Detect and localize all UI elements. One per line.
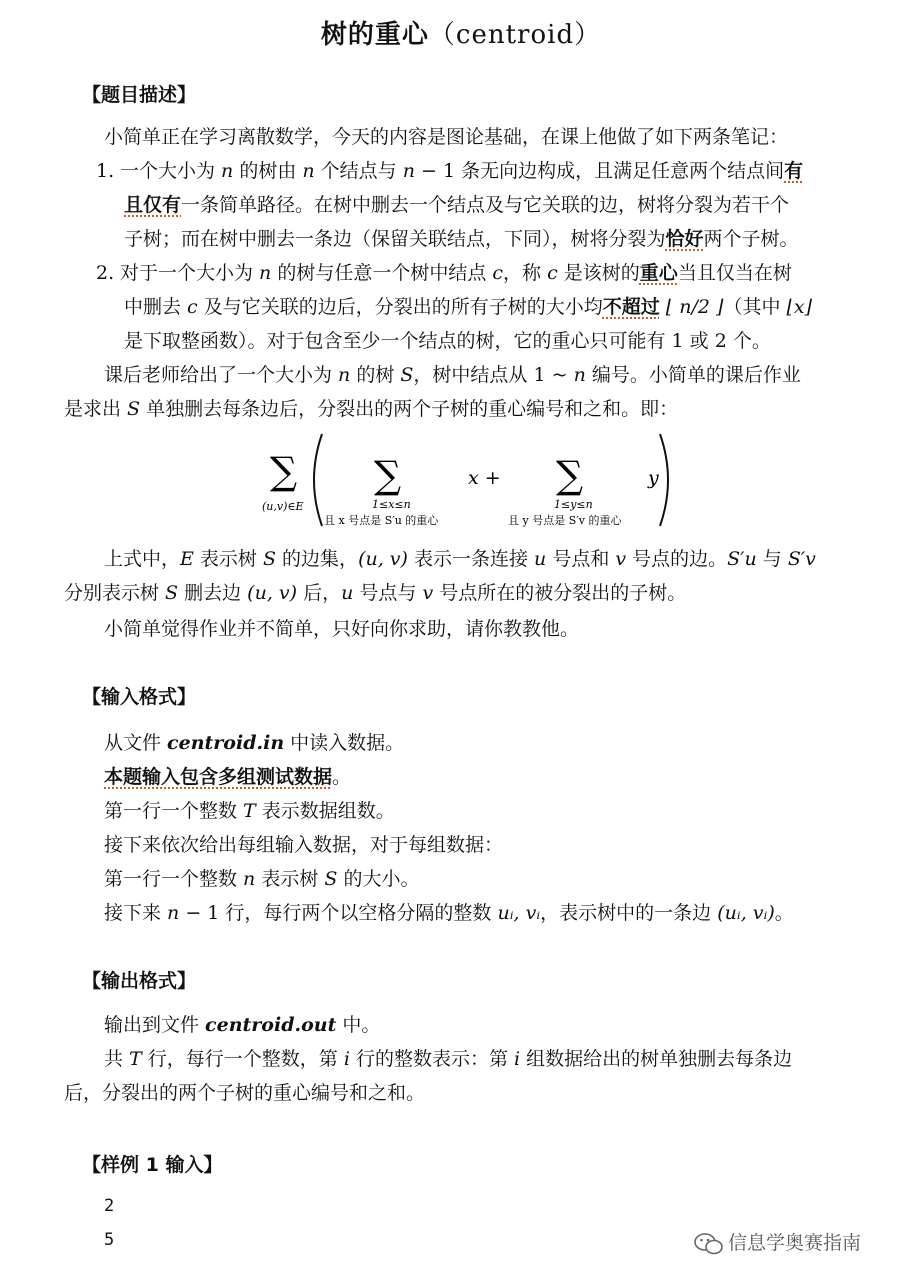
- sample-input-line: 2: [104, 1196, 115, 1216]
- input-line-1: 从文件 centroid.in 中读入数据。: [104, 732, 405, 754]
- output-line-2: 共 T 行，每行一个整数，第 i 行的整数表示：第 i 组数据给出的树单独删去每条边: [104, 1048, 793, 1070]
- input-line-4: 接下来依次给出每组输入数据，对于每组数据：: [104, 834, 504, 856]
- page-title: 树的重心（centroid）: [320, 20, 602, 50]
- inner-sum-1-condition: 且 x 号点是 S′u 的重心: [324, 514, 439, 527]
- section-heading-output: 【输出格式】: [82, 970, 197, 992]
- left-paren: [314, 434, 322, 526]
- note-1-line-1: 1. 一个大小为 n 的树由 n 个结点与 n − 1 条无向边构成，且满足任意两个结点间有: [96, 160, 804, 182]
- output-line-1: 输出到文件 centroid.out 中。: [104, 1014, 381, 1036]
- input-line-6: 接下来 n − 1 行，每行两个以空格分隔的整数 uᵢ, vᵢ，表示树中的一条边 (uᵢ, vᵢ)。: [104, 902, 794, 924]
- note-2-line-3: 是下取整函数）。对于包含至少一个结点的树，它的重心只可能有 1 或 2 个。: [124, 330, 771, 352]
- inner-sum-1-symbol: ∑: [374, 453, 402, 497]
- section-heading-input: 【输入格式】: [82, 686, 197, 708]
- input-line-2: 本题输入包含多组测试数据。: [104, 766, 352, 788]
- inner-sum-1-range: 1≤x≤n: [372, 498, 411, 511]
- note-2-line-1: 2. 对于一个大小为 n 的树与任意一个树中结点 c，称 c 是该树的重心当且仅当在树: [96, 262, 792, 284]
- note-1-line-3: 子树；而在树中删去一条边（保留关联结点，下同），树将分裂为恰好两个子树。: [124, 228, 799, 250]
- sample-input-line: 5: [104, 1230, 115, 1250]
- term-y: y: [648, 467, 659, 489]
- output-filename: centroid.out: [205, 1014, 337, 1036]
- output-line-3: 后，分裂出的两个子树的重心编号和之和。: [64, 1082, 426, 1104]
- input-filename: centroid.in: [167, 732, 285, 754]
- task-line-2: 是求出 S 单独删去每条边后，分裂出的两个子树的重心编号和之和。即：: [64, 398, 679, 420]
- emphasis-text: 恰好: [665, 228, 704, 250]
- input-line-5: 第一行一个整数 n 表示树 S 的大小。: [104, 868, 420, 890]
- watermark: 信息学奥赛指南: [694, 1228, 861, 1256]
- desc-intro: 小简单正在学习离散数学，今天的内容是图论基础，在课上他做了如下两条笔记：: [104, 126, 789, 148]
- outer-sum-subscript: (u,v)∈E: [262, 500, 304, 513]
- emphasis-text: 本题输入包含多组测试数据: [104, 766, 333, 788]
- task-line-1: 课后老师给出了一个大小为 n 的树 S，树中结点从 1 ~ n 编号。小简单的课后作业: [104, 364, 801, 386]
- emphasis-text: 有: [784, 160, 804, 182]
- note-1-line-2: 且仅有一条简单路径。在树中删去一个结点及与它关联的边，树将分裂为若干个: [124, 194, 790, 216]
- right-paren: [660, 434, 668, 526]
- wechat-icon: [694, 1232, 724, 1256]
- outer-sum-symbol: ∑: [270, 449, 298, 493]
- section-heading-description: 【题目描述】: [82, 84, 197, 106]
- formula-explanation-line-2: 分别表示树 S 删去边 (u, v) 后，u 号点与 v 号点所在的被分裂出的子树。: [64, 582, 687, 604]
- help-line: 小简单觉得作业并不简单，只好向你求助，请你教教他。: [104, 618, 580, 640]
- inner-sum-2-symbol: ∑: [556, 453, 584, 497]
- note-2-line-2: 中删去 c 及与它关联的边后，分裂出的所有子树的大小均不超过 ⌊ n/2 ⌋（其中 ⌊x⌋: [124, 296, 813, 318]
- input-line-3: 第一行一个整数 T 表示数据组数。: [104, 800, 395, 822]
- summation-formula: [258, 428, 678, 534]
- formula-explanation-line-1: 上式中，E 表示树 S 的边集，(u, v) 表示一条连接 u 号点和 v 号点的边。S′u 与 S′v: [104, 548, 816, 570]
- term-x: x +: [468, 467, 501, 489]
- inner-sum-2-range: 1≤y≤n: [554, 498, 593, 511]
- section-heading-sample-input: 【样例 1 输入】: [82, 1154, 223, 1176]
- inner-sum-2-condition: 且 y 号点是 S′v 的重心: [508, 514, 622, 527]
- emphasis-text: 不超过: [602, 296, 660, 318]
- emphasis-text: 重心: [639, 262, 678, 284]
- emphasis-text: 且仅有: [124, 194, 182, 216]
